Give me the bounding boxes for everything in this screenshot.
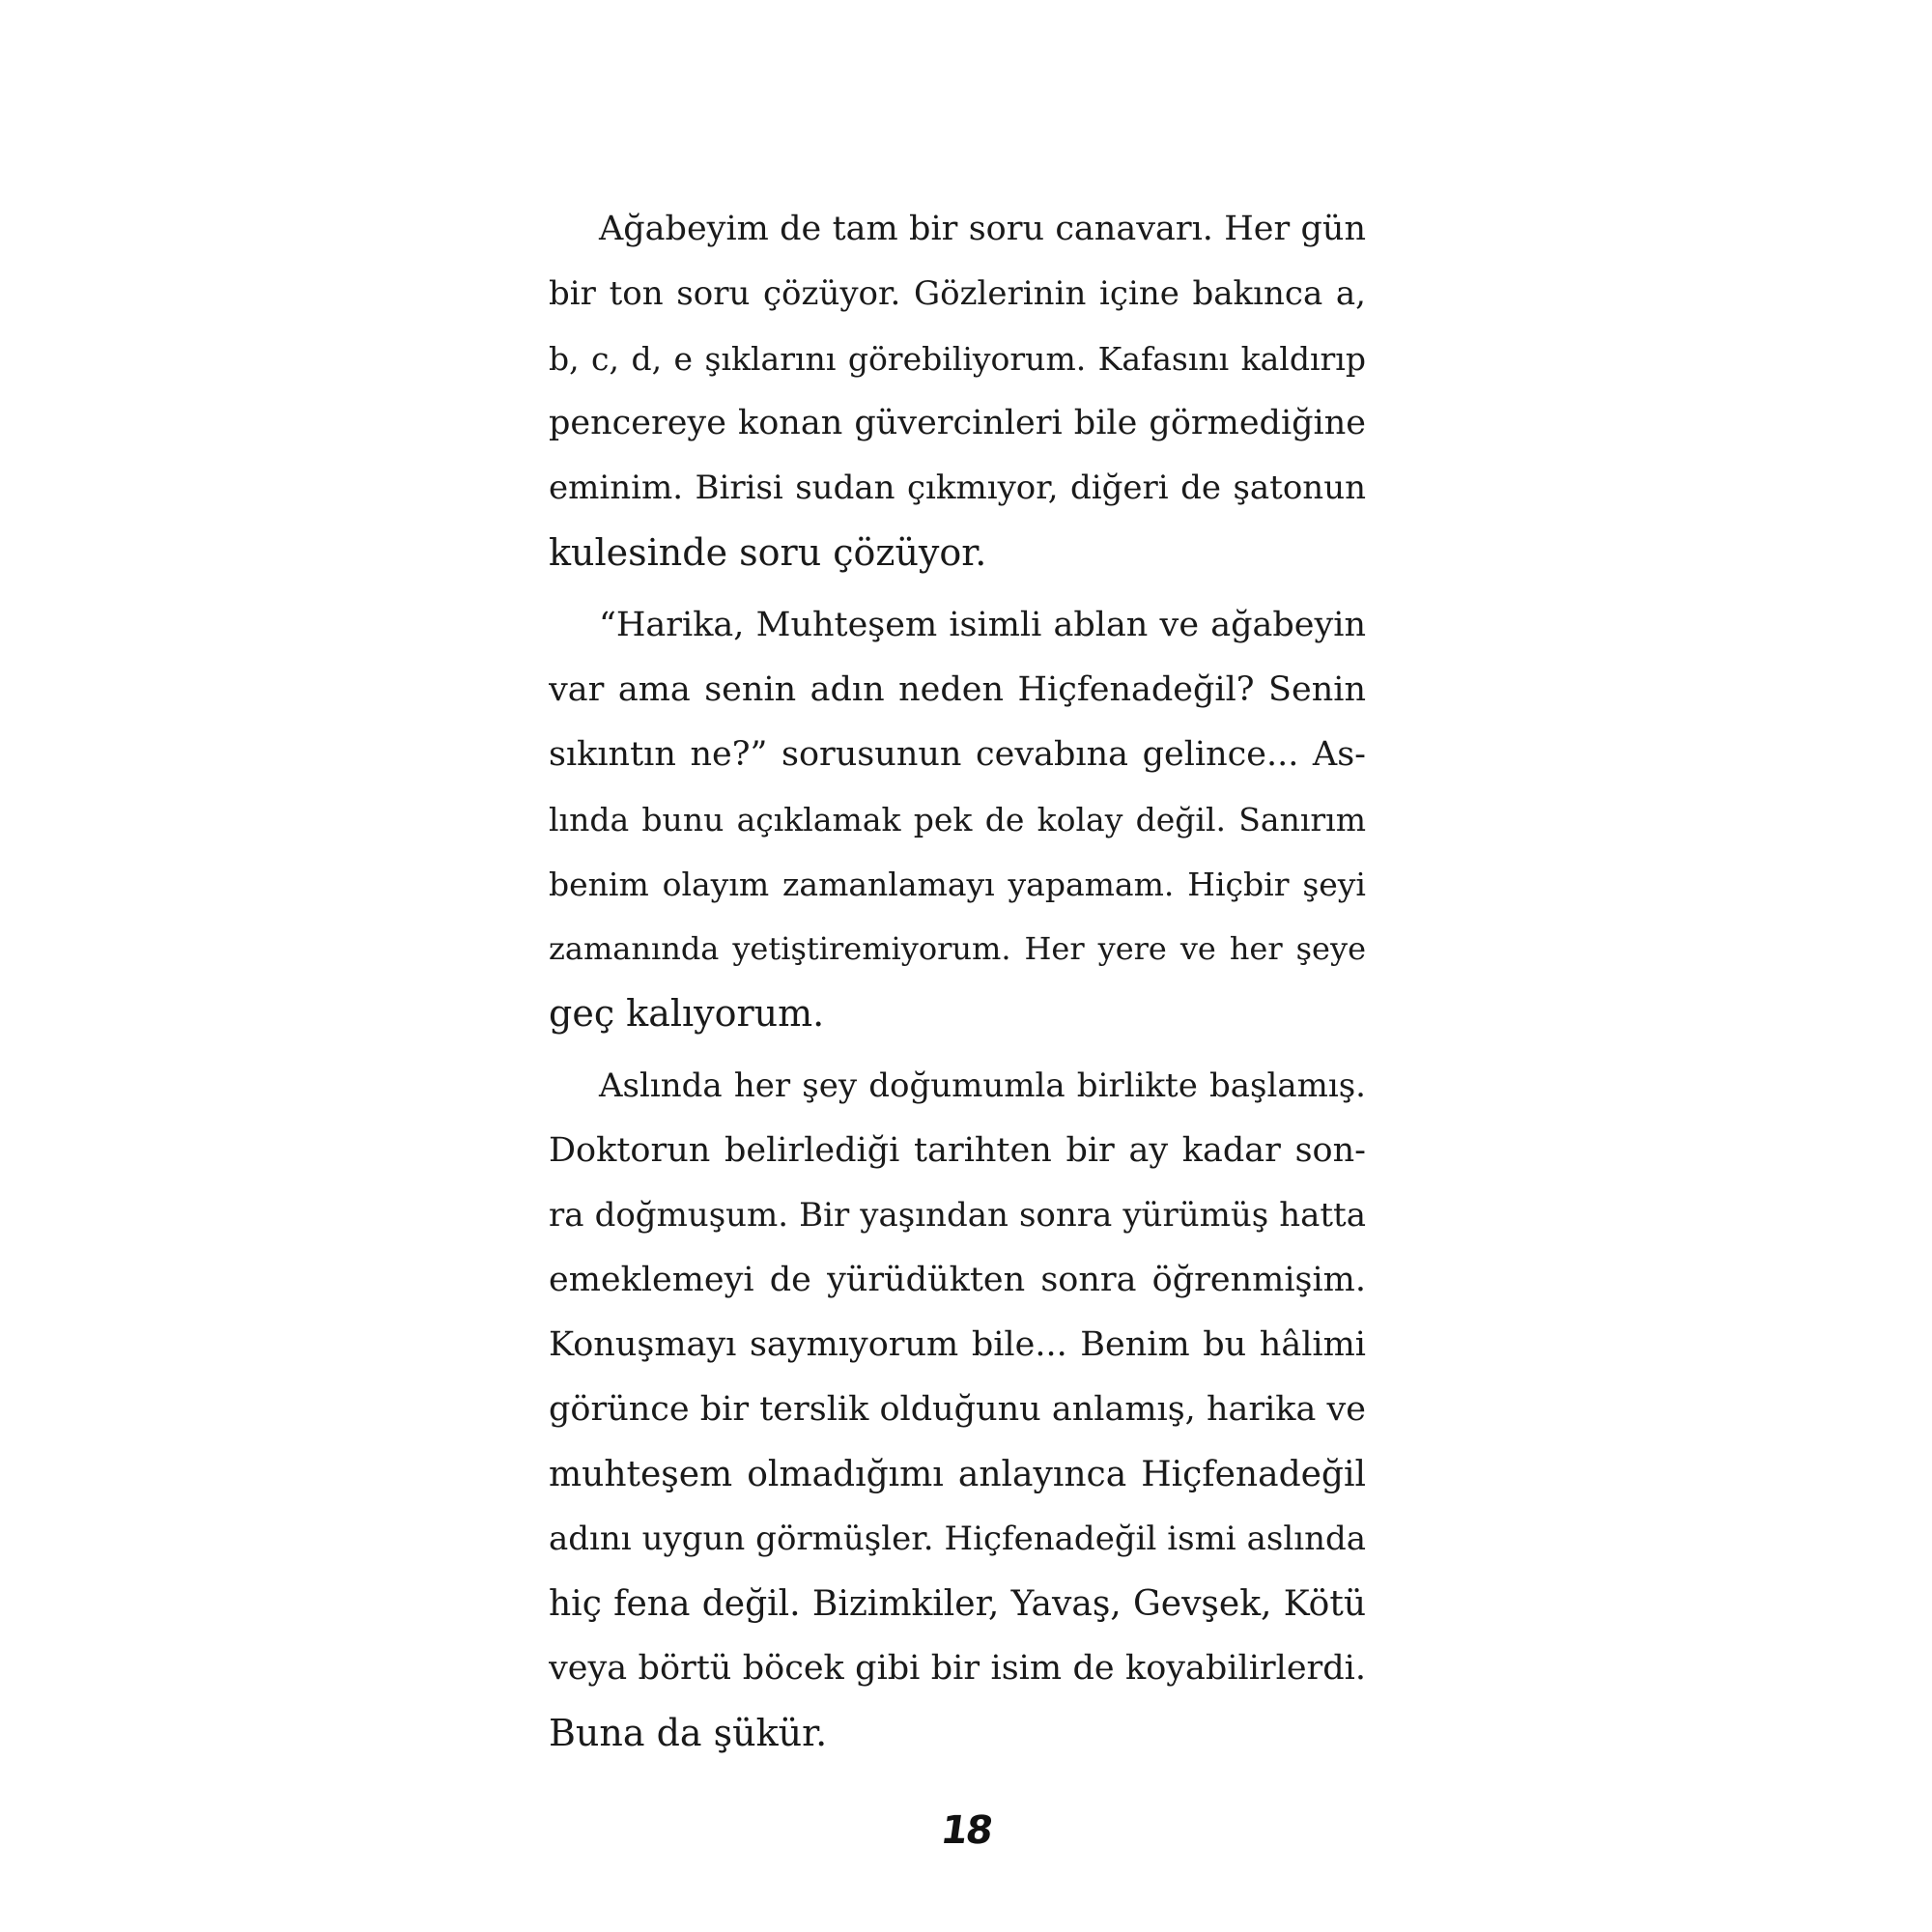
text-line: bir ton soru çözüyor. Gözlerinin içine bakınca a, bbox=[549, 274, 1366, 313]
text-line: adını uygun görmüşler. Hiçfenadeğil ismi aslında bbox=[549, 1520, 1366, 1558]
paragraph-3 bbox=[549, 1054, 1366, 1766]
text-line: lında bunu açıklamak pek de kolay değil. Sanırım bbox=[549, 801, 1366, 838]
text-line: zamanında yetiştiremiyorum. Her yere ve her şeye bbox=[549, 930, 1366, 967]
paragraph-2 bbox=[549, 593, 1366, 1046]
text-line: kulesinde soru çözüyor. bbox=[549, 531, 987, 574]
text-line: “Harika, Muhteşem isimli ablan ve ağabeyin bbox=[599, 606, 1366, 644]
text-line: sıkıntın ne?” sorusunun cevabına gelince... As- bbox=[549, 735, 1366, 774]
text-line: Buna da şükür. bbox=[549, 1712, 828, 1754]
text-line: ra doğmuşum. Bir yaşından sonra yürümüş hatta bbox=[549, 1196, 1366, 1235]
text-line: Doktorun belirlediği tarihten bir ay kadar son- bbox=[549, 1131, 1366, 1170]
text-line: Konuşmayı saymıyorum bile... Benim bu hâlimi bbox=[549, 1325, 1366, 1364]
text-line: muhteşem olmadığımı anlayınca Hiçfenadeğil bbox=[549, 1455, 1366, 1494]
text-line: Aslında her şey doğumumla birlikte başlamış. bbox=[599, 1066, 1366, 1105]
text-line: emeklemeyi de yürüdükten sonra öğrenmişim. bbox=[549, 1261, 1366, 1299]
text-line: eminim. Birisi sudan çıkmıyor, diğeri de şatonun bbox=[549, 469, 1366, 507]
text-line: geç kalıyorum. bbox=[549, 992, 825, 1035]
text-line: var ama senin adın neden Hiçfenadeğil? Senin bbox=[549, 670, 1366, 709]
page-number: 18 bbox=[937, 1808, 995, 1853]
text-line: görünce bir terslik olduğunu anlamış, harika ve bbox=[549, 1390, 1366, 1429]
paragraph-1 bbox=[549, 197, 1366, 585]
text-line: hiç fena değil. Bizimkiler, Yavaş, Gevşek, Kötü bbox=[549, 1584, 1366, 1624]
text-line: benim olayım zamanlamayı yapamam. Hiçbir şeyi bbox=[549, 866, 1366, 903]
text-line: b, c, d, e şıklarını görebiliyorum. Kafasını kaldırıp bbox=[549, 340, 1366, 378]
text-line: veya börtü böcek gibi bir isim de koyabilirlerdi. bbox=[549, 1649, 1366, 1688]
text-line: Ağabeyim de tam bir soru canavarı. Her gün bbox=[599, 210, 1366, 248]
body-text bbox=[549, 197, 1366, 1774]
text-line: pencereye konan güvercinleri bile görmediğine bbox=[549, 404, 1366, 442]
